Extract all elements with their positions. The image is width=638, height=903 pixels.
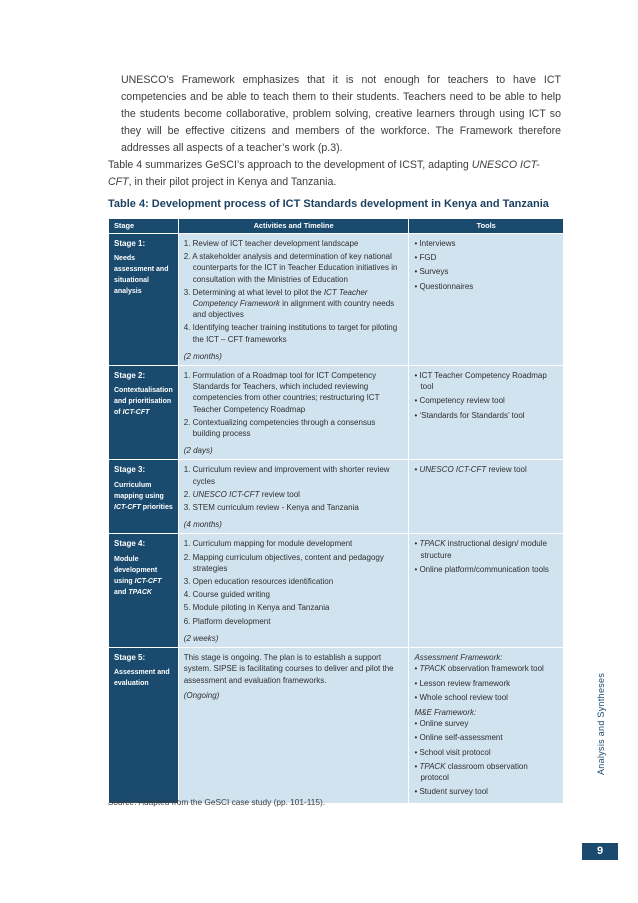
stage-5-tools xyxy=(409,648,564,804)
stage-desc-italic: ICT-CFT xyxy=(114,503,141,511)
tool-item: • Surveys xyxy=(414,267,449,277)
stage-3-activities xyxy=(178,460,409,534)
source-note xyxy=(108,797,325,807)
stage-2-activities xyxy=(178,366,409,460)
assessment-framework-heading: Assessment Framework: xyxy=(414,653,503,663)
intro-italic: UNESCO ICT- CFT xyxy=(108,159,540,188)
source-label: Source xyxy=(108,797,135,807)
table-row-stage-1 xyxy=(109,234,564,366)
activity-item: 1. Formulation of a Roadmap tool for ICT Competency Standards for Teachers, which included reviewing competencies from other countries; restructuring ICT Teacher Competency Roadmap xyxy=(183,371,380,414)
stage-3-tools xyxy=(409,460,564,534)
tool-text: instructional design/ module structure xyxy=(420,539,547,560)
stage-description xyxy=(114,480,173,513)
tool-text: observation framework tool xyxy=(445,664,544,674)
activity-text: in alignment with country needs and objectives xyxy=(192,299,395,320)
activity-item: 1. Curriculum review and improvement with shorter review cycles xyxy=(183,465,390,486)
stage-1-cell xyxy=(109,234,179,366)
tool-item: • Online survey xyxy=(414,719,469,729)
table-row-stage-5 xyxy=(109,648,564,804)
tool-item: • ‘Standards for Standards’ tool xyxy=(414,410,525,420)
stage-desc-text: Curriculum mapping using xyxy=(114,481,164,500)
stage-desc-text: Contextualisation and prioritisation of xyxy=(114,387,173,417)
stage-2-tools xyxy=(409,366,564,460)
stage-4-cell xyxy=(109,534,179,648)
stage-1-tools xyxy=(409,234,564,366)
tool-item: • School visit protocol xyxy=(414,747,491,757)
header-stage: Stage xyxy=(109,219,179,234)
stage-description xyxy=(114,385,173,418)
stage-5-activities xyxy=(178,648,409,804)
table-row-stage-3 xyxy=(109,460,564,534)
activity-item xyxy=(184,287,404,321)
stage-label: Stage 3: xyxy=(114,465,146,475)
intro-text-2: , in their pilot project in Kenya and Tanzania. xyxy=(128,176,337,188)
stage-3-cell xyxy=(109,460,179,534)
tool-text: review tool xyxy=(486,465,527,475)
stage-label: Stage 5: xyxy=(114,653,146,663)
tool-item: • Interviews xyxy=(414,239,456,248)
stage-label: Stage 1: xyxy=(114,239,146,248)
page-number: 9 xyxy=(582,843,618,860)
stage-description: Needs assessment and situational analysis xyxy=(114,255,169,296)
activity-item: 2. A stakeholder analysis and determination of key national counterparts for the ICT in Teacher Education initiatives in consultation with the Ministries of Education xyxy=(183,252,398,284)
tool-italic: TPACK xyxy=(419,761,446,771)
tool-text: • xyxy=(414,539,420,549)
tool-italic: TPACK xyxy=(419,539,446,549)
tool-item: • Competency review tool xyxy=(414,396,505,406)
stage-4-activities xyxy=(178,534,409,648)
stage-5-cell xyxy=(109,648,179,804)
tool-text: • xyxy=(414,664,420,674)
stage-duration: (2 days) xyxy=(183,446,213,456)
stage-duration: (2 weeks) xyxy=(183,633,219,643)
tool-item: • Online self-assessment xyxy=(414,733,503,743)
activity-item: 1. Review of ICT teacher development landscape xyxy=(183,239,359,248)
stage-label: Stage 4: xyxy=(114,539,146,549)
stage-duration: (Ongoing) xyxy=(183,690,220,700)
tool-item: • FGD xyxy=(414,253,437,263)
activity-italic: ICT Teacher Competency Framework xyxy=(192,287,368,309)
stage-label: Stage 2: xyxy=(114,371,146,381)
tool-italic: TPACK xyxy=(419,664,446,674)
header-activities: Activities and Timeline xyxy=(178,219,409,234)
activity-item: 4. Course guided writing xyxy=(183,590,271,600)
activity-item: 2. Contextualizing competencies through a consensus building process xyxy=(183,417,376,439)
table-header-row xyxy=(109,219,564,234)
framework-quote: UNESCO’s Framework emphasizes that it is not enough for teachers to have ICT competencies and be able to teach them to their students. Teachers need to be able to help the students become collaborative, problem solving, creative learners through using ICT so they will be effective citizens and members of the workforce. The Framework therefore addresses all aspects of a teacher’s work (p.3). xyxy=(121,74,561,154)
table-row-stage-2 xyxy=(109,366,564,460)
activity-item: 2. Mapping curriculum objectives, content and pedagogy strategies xyxy=(183,552,384,573)
tool-item: • Questionnaires xyxy=(414,281,474,291)
intro-text-1: Table 4 summarizes GeSCI’s approach to the development of ICST, adapting xyxy=(108,159,472,171)
stage-5-text: This stage is ongoing. The plan is to establish a support system. SIPSE is facilitating courses to deliver and pilot the assessment and evaluation frameworks. xyxy=(183,653,394,685)
stage-desc-italic: ICT-CFT xyxy=(134,577,162,585)
tool-item: • ICT Teacher Competency Roadmap tool xyxy=(414,371,547,392)
activity-item: 5. Module piloting in Kenya and Tanzania xyxy=(183,603,330,613)
table-title: Table 4: Development process of ICT Standards development in Kenya and Tanzania xyxy=(108,198,549,210)
stage-description xyxy=(114,554,173,598)
stage-desc-text: and xyxy=(114,588,129,596)
stage-desc-italic: TPACK xyxy=(128,588,152,596)
stage-2-cell xyxy=(109,366,179,460)
tool-item xyxy=(414,464,558,475)
activity-item: 3. STEM curriculum review - Kenya and Tanzania xyxy=(183,503,359,513)
tool-text: classroom observation protocol xyxy=(420,761,528,782)
stage-desc-text: Module development using xyxy=(114,555,158,585)
source-text: : Adapted from the GeSCI case study (pp. 101-115). xyxy=(134,797,326,807)
tool-item xyxy=(414,761,558,783)
tool-item xyxy=(414,538,558,560)
development-process-table xyxy=(108,218,564,804)
tool-item: • Whole school review tool xyxy=(414,692,508,702)
tool-text: • xyxy=(414,465,420,475)
tool-item: • Student survey tool xyxy=(414,787,488,797)
activity-text: 2. xyxy=(183,489,193,499)
activity-item: 6. Platform development xyxy=(183,616,271,626)
activity-italic: UNESCO ICT-CFT xyxy=(192,489,260,499)
tool-italic: UNESCO ICT-CFT xyxy=(419,465,487,475)
activity-item: 1. Curriculum mapping for module development xyxy=(183,539,353,549)
stage-desc-text: priorities xyxy=(140,503,173,511)
tool-item: • Lesson review framework xyxy=(414,678,511,688)
stage-desc-italic: ICT-CFT xyxy=(122,409,150,417)
tool-item: • Online platform/communication tools xyxy=(414,564,549,574)
tool-text: • xyxy=(414,761,420,771)
activity-text: review tool xyxy=(259,489,300,499)
activity-item xyxy=(184,489,404,500)
table-row-stage-4 xyxy=(109,534,564,648)
activity-text: 3. Determining at what level to pilot the xyxy=(183,287,324,297)
section-side-label: Analysis and Syntheses xyxy=(596,672,606,775)
stage-description: Assessment and evaluation xyxy=(114,669,170,688)
stage-1-activities xyxy=(178,234,409,366)
header-tools: Tools xyxy=(409,219,564,234)
stage-duration: (2 months) xyxy=(183,351,222,361)
tool-item xyxy=(414,663,558,674)
stage-duration: (4 months) xyxy=(183,520,222,530)
intro-paragraph xyxy=(108,157,563,191)
stage-4-tools xyxy=(409,534,564,648)
activity-item: 3. Open education resources identification xyxy=(183,577,334,587)
activity-item: 4. Identifying teacher training institutions to target for piloting the ICT – CFT frameworks xyxy=(183,323,398,344)
me-framework-heading: M&E Framework: xyxy=(414,707,477,717)
